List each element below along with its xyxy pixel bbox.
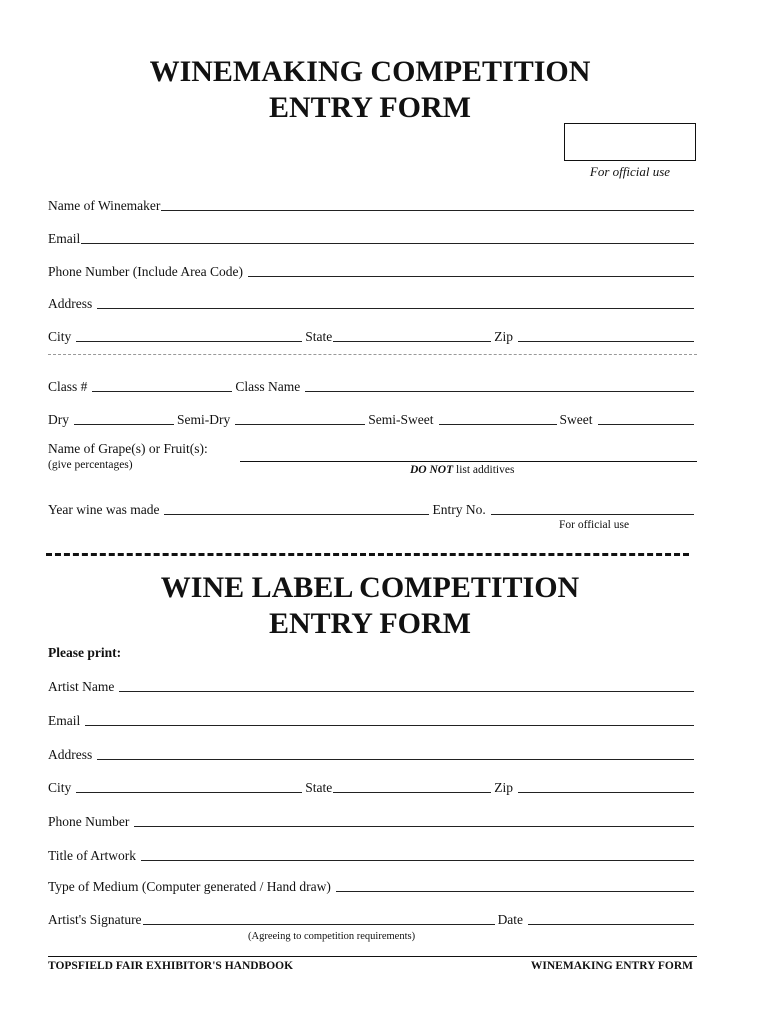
artwork-title-row [48,844,697,864]
class-name-field[interactable] [305,379,694,392]
entry-number-field[interactable] [491,502,694,515]
winemaker-phone-label: Phone Number (Include Area Code) [48,264,243,279]
artist-address-label: Address [48,747,93,762]
winemaker-city-row [48,325,697,345]
winemaker-state-field[interactable] [333,329,491,342]
year-label: Year wine was made [48,502,160,517]
winemaker-email-field[interactable] [81,231,694,244]
artist-zip-label: Zip [494,780,514,795]
winemaker-zip-label: Zip [494,329,514,344]
winemaking-title-line1: WINEMAKING COMPETITION [149,55,591,88]
winemaker-name-field[interactable] [161,198,694,211]
artist-email-field[interactable] [85,713,694,726]
entry-number-label: Entry No. [432,502,486,517]
artwork-title-field[interactable] [141,848,694,861]
sweet-label: Sweet [559,412,593,427]
artist-address-field[interactable] [97,747,694,760]
official-use-label: For official use [589,164,671,179]
artist-phone-field[interactable] [134,814,694,827]
semi-dry-field[interactable] [235,412,365,425]
class-name-label: Class Name [235,379,301,394]
artwork-title-label: Title of Artwork [48,848,137,863]
signature-row [48,908,697,928]
winemaker-city-label: City [48,329,72,344]
agreeing-note: (Agreeing to competition requirements) [248,931,416,942]
label-title [0,570,740,642]
winemaker-phone-row [48,260,697,280]
dry-label: Dry [48,412,69,427]
winemaker-email-row [48,227,697,247]
additives-text: list additives [456,464,515,476]
artist-address-row [48,743,697,763]
do-not-text: DO NOT [410,464,454,476]
semi-dry-label: Semi-Dry [177,412,231,427]
artist-city-row [48,776,697,796]
winemaker-name-label: Name of Winemaker [48,198,161,213]
signature-field[interactable] [143,912,495,925]
artist-email-row [48,709,697,729]
footer-rule [48,956,697,957]
artist-email-label: Email [48,713,81,728]
medium-label: Type of Medium (Computer generated / Hand draw) [48,879,331,894]
year-field[interactable] [164,502,429,515]
semi-sweet-field[interactable] [439,412,557,425]
class-row [48,375,697,395]
artist-phone-label: Phone Number [48,814,130,829]
date-label: Date [497,912,524,927]
grape-label: Name of Grape(s) or Fruit(s): [48,441,208,456]
label-title-line2: ENTRY FORM [269,607,471,640]
artist-name-row [48,675,697,695]
winemaker-address-label: Address [48,296,93,311]
artist-city-field[interactable] [76,780,302,793]
sweet-field[interactable] [598,412,695,425]
grape-field[interactable] [240,461,697,462]
artist-phone-row [48,810,697,830]
winemaker-state-label: State [305,329,333,344]
official-use-box[interactable] [564,123,696,161]
year-row [48,498,697,518]
winemaking-title [0,54,740,126]
artist-state-label: State [305,780,333,795]
artist-name-label: Artist Name [48,679,115,694]
label-title-line1: WINE LABEL COMPETITION [160,571,580,604]
section-divider-light [48,354,697,355]
winemaker-name-row [48,194,697,214]
please-print: Please print: [48,645,122,660]
sweetness-row [48,408,697,428]
dry-field[interactable] [74,412,174,425]
medium-field[interactable] [336,879,694,892]
class-number-field[interactable] [92,379,232,392]
entry-official-use: For official use [559,519,630,531]
winemaker-city-field[interactable] [76,329,302,342]
winemaker-email-label: Email [48,231,81,246]
signature-label: Artist's Signature [48,912,142,927]
winemaker-address-field[interactable] [97,296,694,309]
additives-note [410,464,514,476]
artist-city-label: City [48,780,72,795]
winemaker-phone-field[interactable] [248,264,694,277]
footer-right: WINEMAKING ENTRY FORM [530,960,693,972]
date-field[interactable] [528,912,694,925]
class-number-label: Class # [48,379,88,394]
section-divider-heavy [46,553,689,556]
winemaking-title-line2: ENTRY FORM [269,91,471,124]
footer-left: TOPSFIELD FAIR EXHIBITOR'S HANDBOOK [48,960,294,972]
semi-sweet-label: Semi-Sweet [368,412,434,427]
artist-state-field[interactable] [333,780,491,793]
grape-hint: (give percentages) [48,459,133,471]
winemaker-address-row [48,292,697,312]
winemaker-zip-field[interactable] [518,329,694,342]
artist-name-field[interactable] [119,679,694,692]
medium-row [48,875,697,895]
artist-zip-field[interactable] [518,780,694,793]
